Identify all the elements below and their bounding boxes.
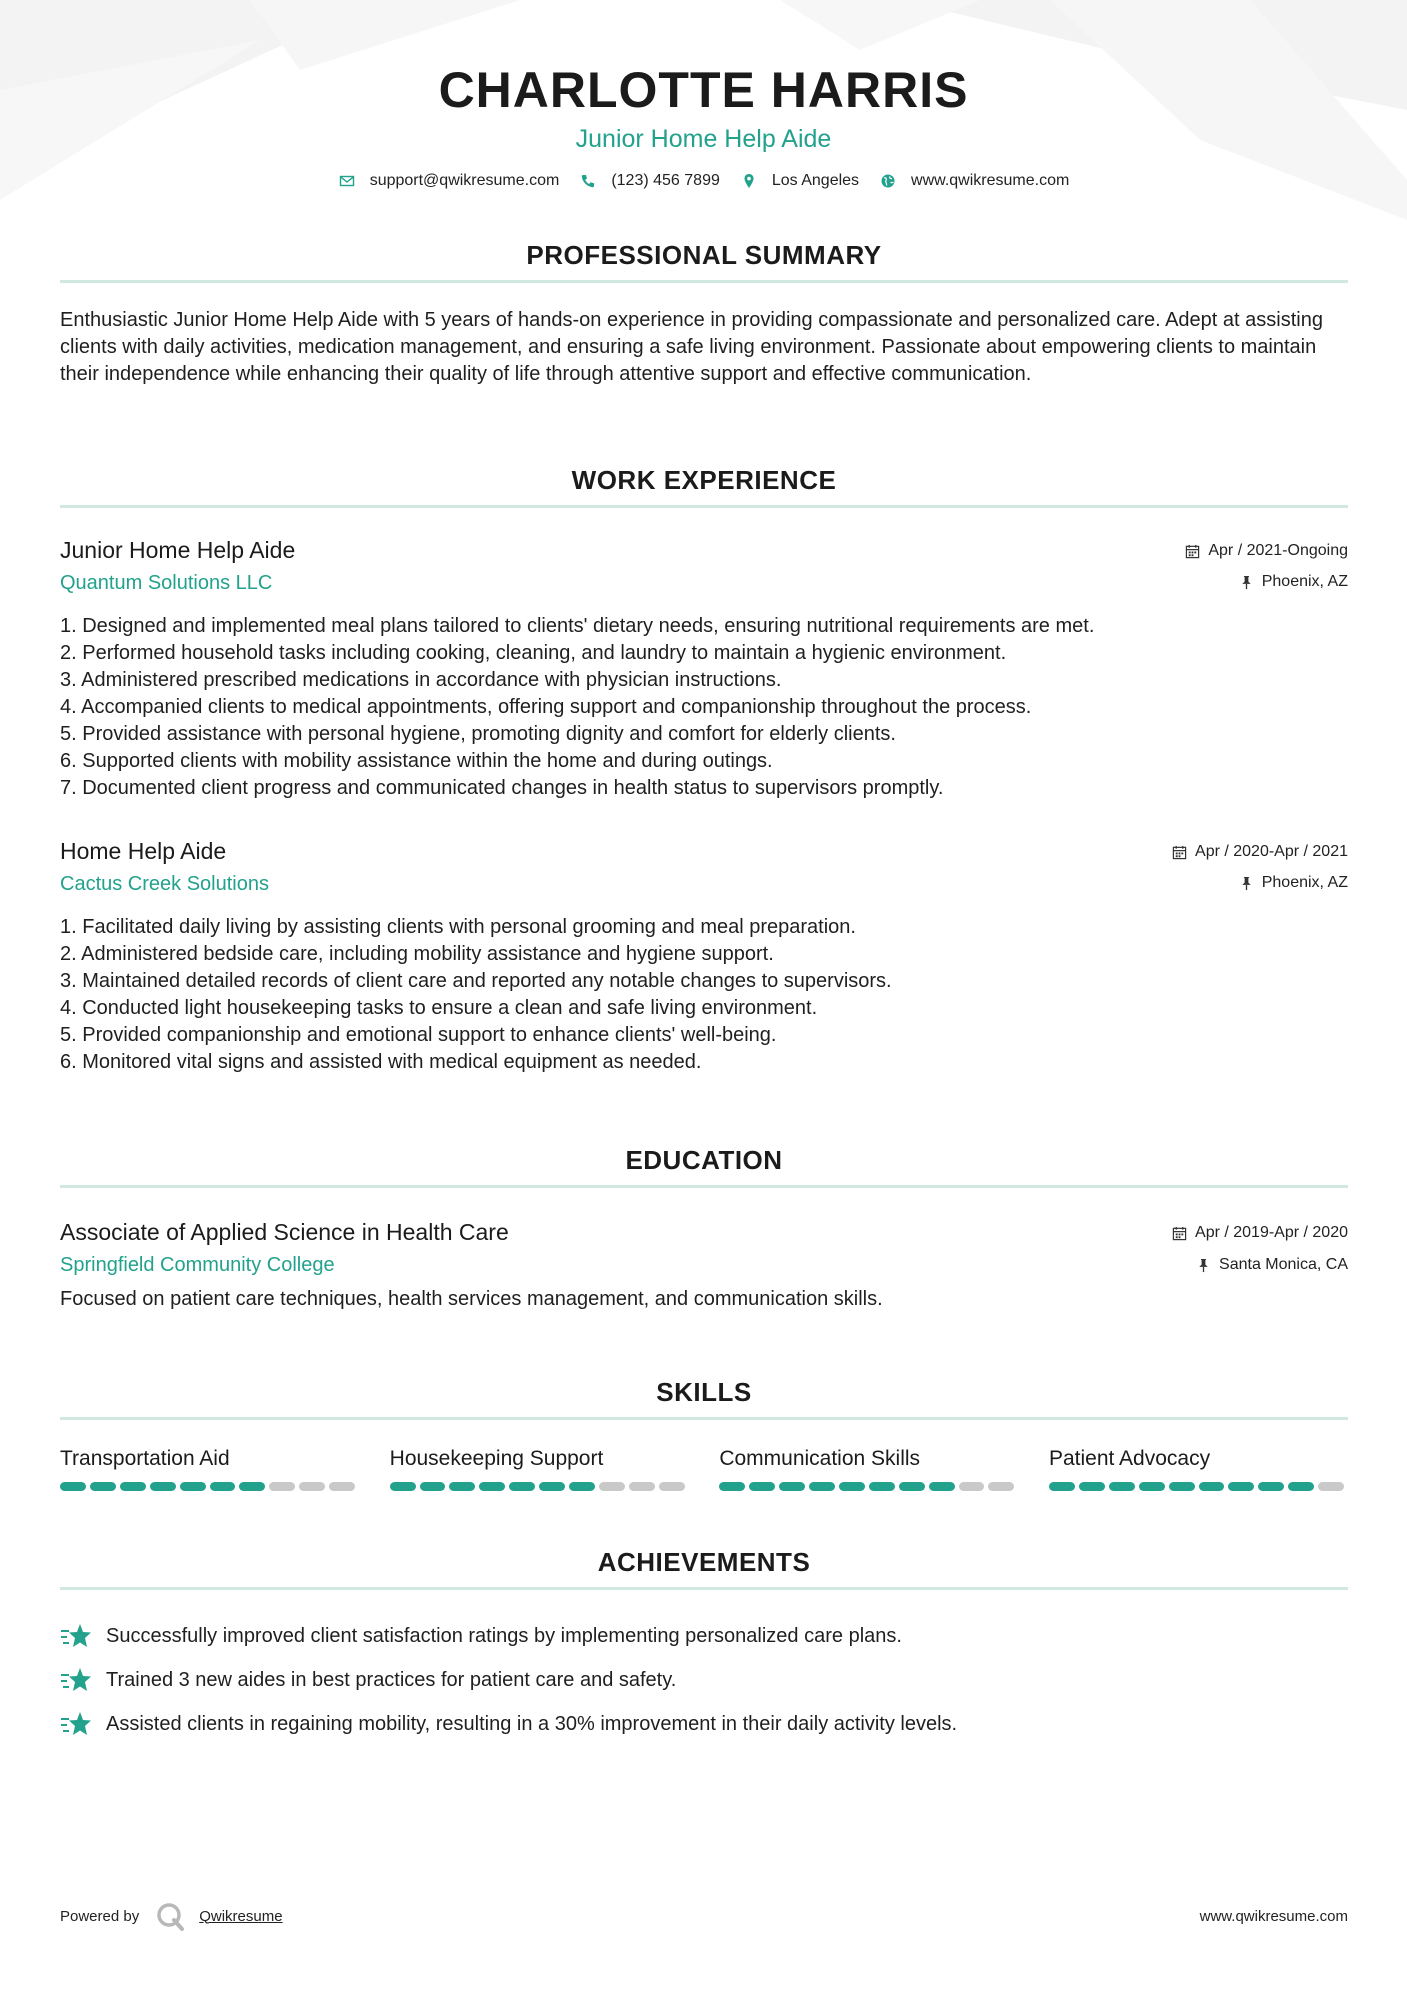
- contact-email-text: support@qwikresume.com: [369, 172, 560, 189]
- job-date: [1172, 841, 1348, 863]
- section-divider: [60, 505, 1348, 508]
- contact-phone[interactable]: [579, 172, 720, 190]
- achievements-list: [60, 1614, 1348, 1746]
- skill-segment-filled: [839, 1482, 865, 1491]
- achievement-item: [60, 1658, 1348, 1702]
- skill-name: Housekeeping Support: [389, 1447, 604, 1470]
- summary-section: [60, 238, 1348, 388]
- globe-icon: [879, 172, 897, 190]
- pushpin-icon: [1239, 876, 1254, 891]
- experience-section: [60, 463, 1348, 508]
- job-date: [1185, 540, 1348, 562]
- job-title: Junior Home Help Aide: [60, 537, 296, 563]
- skill-item: [719, 1444, 1018, 1491]
- job-bullets: [60, 914, 1348, 1076]
- skills-list: [60, 1444, 1348, 1491]
- job-bullet: 2. Performed household tasks including cooking, cleaning, and laundry to maintain a hygienic environment.: [60, 642, 1007, 664]
- skill-segment-filled: [1079, 1482, 1105, 1491]
- skill-name: Communication Skills: [719, 1447, 921, 1470]
- achievement-item: [60, 1702, 1348, 1746]
- education-section: [60, 1143, 1348, 1188]
- skill-level-bar: [1049, 1482, 1348, 1491]
- shooting-star-icon: [60, 1710, 92, 1738]
- skill-segment-filled: [1139, 1482, 1165, 1491]
- contact-phone-text: (123) 456 7899: [611, 172, 720, 189]
- envelope-icon: [338, 172, 356, 190]
- calendar-icon: [1172, 1226, 1187, 1241]
- skill-segment-filled: [479, 1482, 505, 1491]
- skill-segment-empty: [959, 1482, 985, 1491]
- skill-segment-filled: [749, 1482, 775, 1491]
- skill-level-bar: [390, 1482, 689, 1491]
- job-entry: [60, 535, 1348, 802]
- contact-location: [740, 172, 859, 190]
- job-bullet: 5. Provided companionship and emotional support to enhance clients' well-being.: [60, 1024, 777, 1046]
- skill-segment-filled: [150, 1482, 176, 1491]
- skill-segment-empty: [329, 1482, 355, 1491]
- education-location: [1196, 1254, 1348, 1276]
- education-location-text: Santa Monica, CA: [1219, 1256, 1348, 1273]
- skill-segment-filled: [899, 1482, 925, 1491]
- shooting-star-icon: [60, 1666, 92, 1694]
- skill-segment-filled: [180, 1482, 206, 1491]
- school-name: Springfield Community College: [60, 1254, 335, 1276]
- skill-segment-filled: [1228, 1482, 1254, 1491]
- skill-segment-filled: [1199, 1482, 1225, 1491]
- skill-segment-empty: [599, 1482, 625, 1491]
- skill-segment-filled: [719, 1482, 745, 1491]
- skill-segment-empty: [659, 1482, 685, 1491]
- education-heading: EDUCATION: [625, 1145, 783, 1175]
- skills-section: [60, 1375, 1348, 1420]
- skill-segment-filled: [420, 1482, 446, 1491]
- skill-segment-filled: [779, 1482, 805, 1491]
- skill-segment-filled: [539, 1482, 565, 1491]
- section-divider: [60, 1417, 1348, 1420]
- candidate-role: Junior Home Help Aide: [575, 125, 832, 153]
- education-date-text: Apr / 2019-Apr / 2020: [1195, 1224, 1348, 1241]
- skill-segment-filled: [120, 1482, 146, 1491]
- footer-branding: [60, 1901, 283, 1931]
- contact-website-text: www.qwikresume.com: [911, 172, 1070, 189]
- achievement-text: Trained 3 new aides in best practices for patient care and safety.: [106, 1668, 677, 1691]
- skill-segment-filled: [509, 1482, 535, 1491]
- job-company: Quantum Solutions LLC: [60, 572, 273, 594]
- skill-item: [390, 1444, 689, 1491]
- job-bullet: 3. Administered prescribed medications in accordance with physician instructions.: [60, 669, 782, 691]
- shooting-star-icon: [60, 1622, 92, 1650]
- achievement-text: Successfully improved client satisfaction ratings by implementing personalized care plans.: [106, 1624, 902, 1647]
- skill-segment-filled: [1109, 1482, 1135, 1491]
- qwikresume-logo-icon: [155, 1901, 185, 1931]
- job-bullet: 6. Supported clients with mobility assistance within the home and during outings.: [60, 750, 773, 772]
- job-company: Cactus Creek Solutions: [60, 873, 269, 895]
- summary-heading: PROFESSIONAL SUMMARY: [526, 240, 882, 270]
- skill-segment-filled: [1288, 1482, 1314, 1491]
- skill-name: Transportation Aid: [60, 1447, 230, 1470]
- skill-segment-empty: [269, 1482, 295, 1491]
- skill-level-bar: [719, 1482, 1018, 1491]
- contact-location-text: Los Angeles: [771, 172, 860, 189]
- skill-segment-filled: [809, 1482, 835, 1491]
- section-divider: [60, 1587, 1348, 1590]
- skill-segment-filled: [90, 1482, 116, 1491]
- skill-name: Patient Advocacy: [1048, 1447, 1211, 1470]
- achievement-item: [60, 1614, 1348, 1658]
- job-bullet: 1. Facilitated daily living by assisting clients with personal grooming and meal preparation.: [60, 916, 856, 938]
- skill-segment-filled: [929, 1482, 955, 1491]
- job-location-text: Phoenix, AZ: [1261, 573, 1348, 590]
- calendar-icon: [1172, 845, 1187, 860]
- job-entry: [60, 836, 1348, 1076]
- pushpin-icon: [1196, 1258, 1211, 1273]
- contact-website[interactable]: [879, 172, 1069, 190]
- skill-level-bar: [60, 1482, 359, 1491]
- section-divider: [60, 280, 1348, 283]
- job-bullet: 6. Monitored vital signs and assisted with medical equipment as needed.: [60, 1051, 702, 1073]
- skill-segment-filled: [869, 1482, 895, 1491]
- calendar-icon: [1185, 544, 1200, 559]
- skill-segment-filled: [390, 1482, 416, 1491]
- section-divider: [60, 1185, 1348, 1188]
- education-description: Focused on patient care techniques, health services management, and communication skills.: [60, 1288, 883, 1310]
- job-location: [1239, 872, 1348, 894]
- footer-website[interactable]: www.qwikresume.com: [1199, 1907, 1348, 1925]
- skills-heading: SKILLS: [656, 1377, 752, 1407]
- education-entry: [60, 1217, 1348, 1313]
- achievements-heading: ACHIEVEMENTS: [597, 1547, 811, 1577]
- skill-item: [60, 1444, 359, 1491]
- skill-segment-filled: [1258, 1482, 1284, 1491]
- skill-segment-filled: [239, 1482, 265, 1491]
- job-bullet: 7. Documented client progress and communicated changes in health status to supervisors promptly.: [60, 777, 944, 799]
- job-title: Home Help Aide: [60, 838, 227, 864]
- skill-segment-filled: [449, 1482, 475, 1491]
- degree-title: Associate of Applied Science in Health Care: [60, 1219, 509, 1245]
- job-bullet: 2. Administered bedside care, including mobility assistance and hygiene support.: [60, 943, 774, 965]
- footer: [60, 1896, 1348, 1936]
- job-bullet: 4. Conducted light housekeeping tasks to ensure a clean and safe living environment.: [60, 997, 818, 1019]
- map-pin-icon: [740, 172, 758, 190]
- candidate-name: CHARLOTTE HARRIS: [438, 62, 969, 118]
- achievement-text: Assisted clients in regaining mobility, resulting in a 30% improvement in their daily activity levels.: [106, 1712, 958, 1735]
- skill-segment-empty: [299, 1482, 325, 1491]
- contact-email[interactable]: [338, 172, 560, 190]
- skill-segment-filled: [569, 1482, 595, 1491]
- job-bullet: 5. Provided assistance with personal hygiene, promoting dignity and comfort for elderly clients.: [60, 723, 896, 745]
- powered-by-label: Powered by: [60, 1907, 140, 1925]
- contact-bar: [0, 172, 1407, 190]
- phone-icon: [579, 172, 597, 190]
- experience-heading: WORK EXPERIENCE: [571, 465, 837, 495]
- job-bullet: 3. Maintained detailed records of client care and reported any notable changes to supervisors.: [60, 970, 892, 992]
- skill-segment-filled: [210, 1482, 236, 1491]
- job-bullet: 1. Designed and implemented meal plans tailored to clients' dietary needs, ensuring nutritional requirements are met.: [60, 615, 1095, 637]
- job-date-text: Apr / 2021-Ongoing: [1208, 542, 1348, 559]
- achievements-section: [60, 1545, 1348, 1590]
- job-bullets: [60, 613, 1348, 802]
- education-date: [1172, 1222, 1348, 1244]
- skill-segment-filled: [60, 1482, 86, 1491]
- skill-segment-empty: [988, 1482, 1014, 1491]
- skill-segment-filled: [1049, 1482, 1075, 1491]
- job-date-text: Apr / 2020-Apr / 2021: [1195, 843, 1348, 860]
- resume-header: [0, 58, 1407, 156]
- qwikresume-link[interactable]: Qwikresume: [199, 1907, 283, 1925]
- skill-item: [1049, 1444, 1348, 1491]
- job-bullet: 4. Accompanied clients to medical appointments, offering support and companionship throughout the process.: [60, 696, 1032, 718]
- skill-segment-empty: [629, 1482, 655, 1491]
- skill-segment-filled: [1169, 1482, 1195, 1491]
- job-location-text: Phoenix, AZ: [1261, 874, 1348, 891]
- skill-segment-empty: [1318, 1482, 1344, 1491]
- job-location: [1239, 571, 1348, 593]
- summary-text: Enthusiastic Junior Home Help Aide with 5 years of hands-on experience in providing compassionate and personalized care. Adept at assisting clients with daily activities, medication management, and ensuring a safe living environment. Passionate about empowering clients to maintain their independence while enhancing their quality of life through attentive support and effective communication.: [60, 309, 1323, 385]
- pushpin-icon: [1239, 575, 1254, 590]
